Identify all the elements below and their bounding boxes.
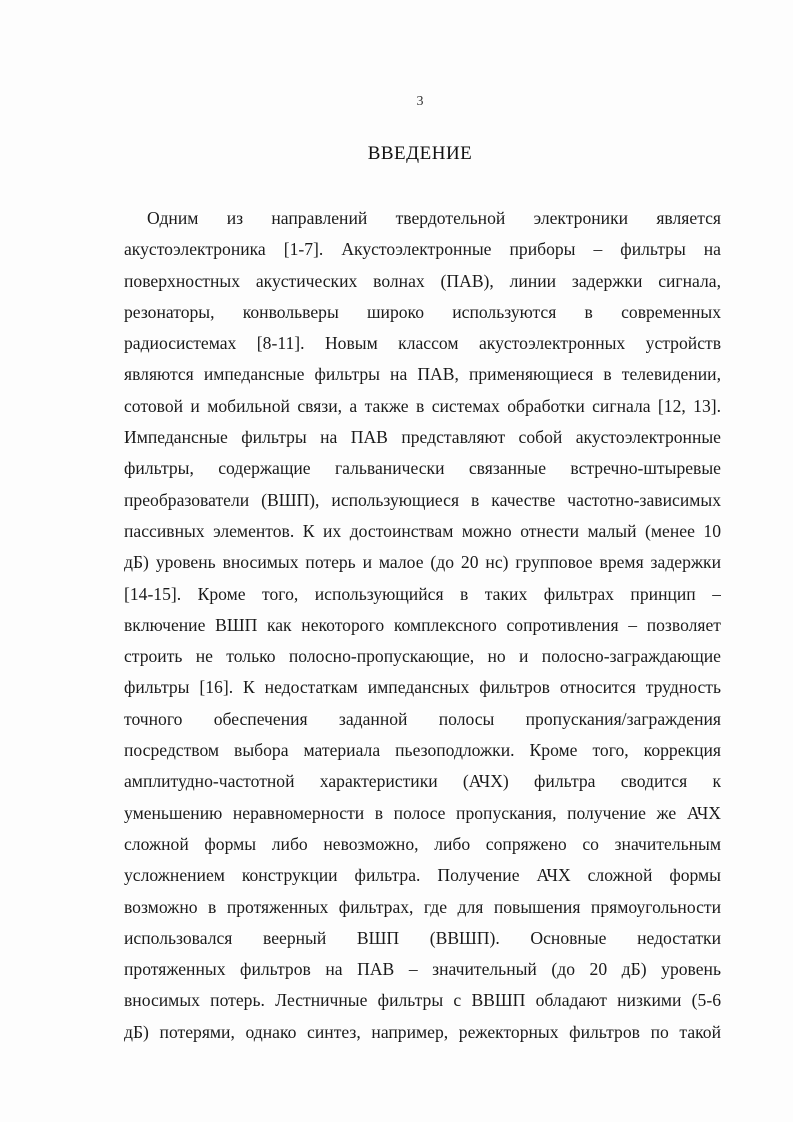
paragraph-line: являются импедансные фильтры на ПАВ, применяющиеся в телевидении, — [124, 364, 721, 385]
paragraph-line: возможно в протяженных фильтрах, где для повышения прямоугольности — [124, 896, 721, 917]
paragraph-line: Импедансные фильтры на ПАВ представляют собой акустоэлектронные — [124, 427, 721, 448]
paragraph-line: акустоэлектроника [1-7]. Акустоэлектронные приборы – фильтры на — [124, 239, 721, 260]
paragraph-line: поверхностных акустических волнах (ПАВ), линии задержки сигнала, — [124, 270, 721, 291]
paragraph-line: посредством выбора материала пьезоподложки. Кроме того, коррекция — [124, 740, 721, 761]
paragraph-line: дБ) уровень вносимых потерь и малое (до 20 нс) групповое время задержки — [124, 552, 721, 573]
paragraph-line: Одним из направлений твердотельной электроники является — [147, 208, 721, 228]
paragraph-line: амплитудно-частотной характеристики (АЧХ) фильтра сводится к — [124, 771, 721, 792]
paragraph-line: протяженных фильтров на ПАВ – значительный (до 20 дБ) уровень — [124, 959, 721, 980]
paragraph-line: резонаторы, конвольверы широко используются в современных — [124, 301, 721, 322]
paragraph-line: преобразователи (ВШП), использующиеся в качестве частотно-зависимых — [124, 489, 721, 510]
paragraph-line: строить не только полосно-пропускающие, но и полосно-заграждающие — [124, 646, 721, 667]
paragraph-line: [14-15]. Кроме того, использующийся в таких фильтрах принцип – — [124, 583, 721, 604]
paragraph-line: включение ВШП как некоторого комплексного сопротивления – позволяет — [124, 614, 721, 635]
paragraph-line: сложной формы либо невозможно, либо сопряжено со значительным — [124, 833, 721, 854]
paragraph-line: радиосистемах [8-11]. Новым классом акустоэлектронных устройств — [124, 333, 721, 354]
paragraph-line: дБ) потерями, однако синтез, например, режекторных фильтров по такой — [124, 1021, 721, 1042]
paragraph-line: точного обеспечения заданной полосы пропускания/заграждения — [124, 708, 721, 729]
paragraph-line: использовался веерный ВШП (ВВШП). Основные недостатки — [124, 927, 721, 948]
paragraph-line: фильтры, содержащие гальванически связанные встречно-штыревые — [124, 458, 721, 479]
paragraph-line: усложнением конструкции фильтра. Получение АЧХ сложной формы — [124, 865, 721, 886]
page-number: 3 — [416, 94, 424, 109]
paragraph-line: пассивных элементов. К их достоинствам можно отнести малый (менее 10 — [124, 520, 721, 541]
paragraph-line: уменьшению неравномерности в полосе пропускания, получение же АЧХ — [124, 802, 721, 823]
body-paragraph — [124, 203, 721, 1048]
paragraph-line: вносимых потерь. Лестничные фильтры с ВВШП обладают низкими (5-6 — [124, 990, 721, 1011]
paragraph-line: фильтры [16]. К недостаткам импедансных фильтров относится трудность — [124, 677, 721, 698]
paragraph-line: сотовой и мобильной связи, а также в системах обработки сигнала [12, 13]. — [124, 395, 721, 416]
section-heading: ВВЕДЕНИЕ — [367, 143, 473, 164]
